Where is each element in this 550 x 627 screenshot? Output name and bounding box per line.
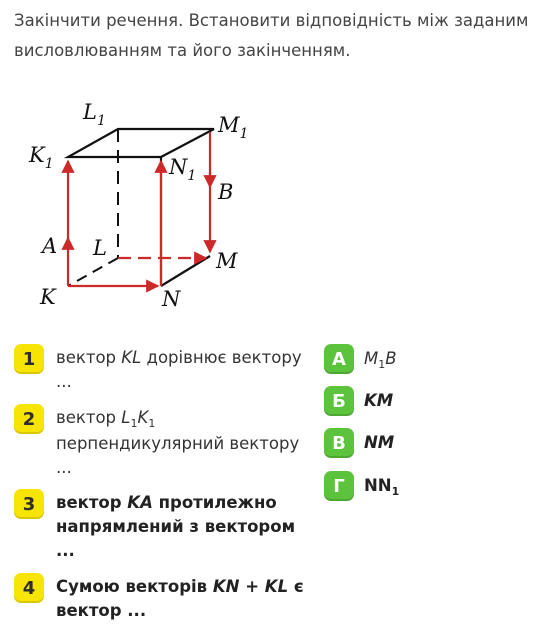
top-face [68, 129, 214, 157]
label-n1: $N_1$ [169, 155, 197, 184]
label-a: A [42, 234, 58, 258]
statement-number-badge: 3 [14, 489, 44, 519]
edge-nm [161, 256, 210, 286]
answer-text: $NN_1$ [364, 476, 400, 498]
answer-text: $M_1B$ [364, 349, 397, 371]
cube-diagram [26, 92, 266, 322]
label-l1: $L_1$ [83, 100, 106, 129]
label-m1: $M_1$ [218, 113, 249, 142]
cube-figure [26, 92, 266, 322]
answer-letter-badge: В [324, 428, 354, 458]
statement-number-badge: 1 [14, 344, 44, 374]
statement-number-badge: 2 [14, 404, 44, 434]
statement-text: вектор KA протилежно напрямлений з вектором ... [56, 493, 296, 560]
statement-text: Сумою векторів KN + KL є вектор ... [56, 577, 304, 620]
label-n: N [162, 287, 181, 311]
label-l: L [93, 236, 107, 260]
label-k1: $K_1$ [29, 143, 54, 172]
label-m: M [216, 249, 238, 273]
task-instruction: Закінчити речення. Встановити відповідність між заданим висловлюванням та його закінченням. [14, 11, 529, 60]
answer-text: KM [364, 391, 394, 410]
statement-text: вектор $L_1K_1$ перпендикулярний вектору ... [56, 408, 300, 477]
answer-letter-badge: А [324, 344, 354, 374]
answer-letter-badge: Г [324, 471, 354, 501]
edge-lk-hidden [68, 258, 118, 286]
answer-text: NM [364, 433, 395, 452]
statement-number-badge: 4 [14, 573, 44, 603]
answer-letter-badge: Б [324, 386, 354, 416]
label-k: K [40, 285, 56, 309]
statement-text: вектор KL дорівнює вектору ... [56, 348, 302, 391]
label-b: B [218, 180, 234, 204]
